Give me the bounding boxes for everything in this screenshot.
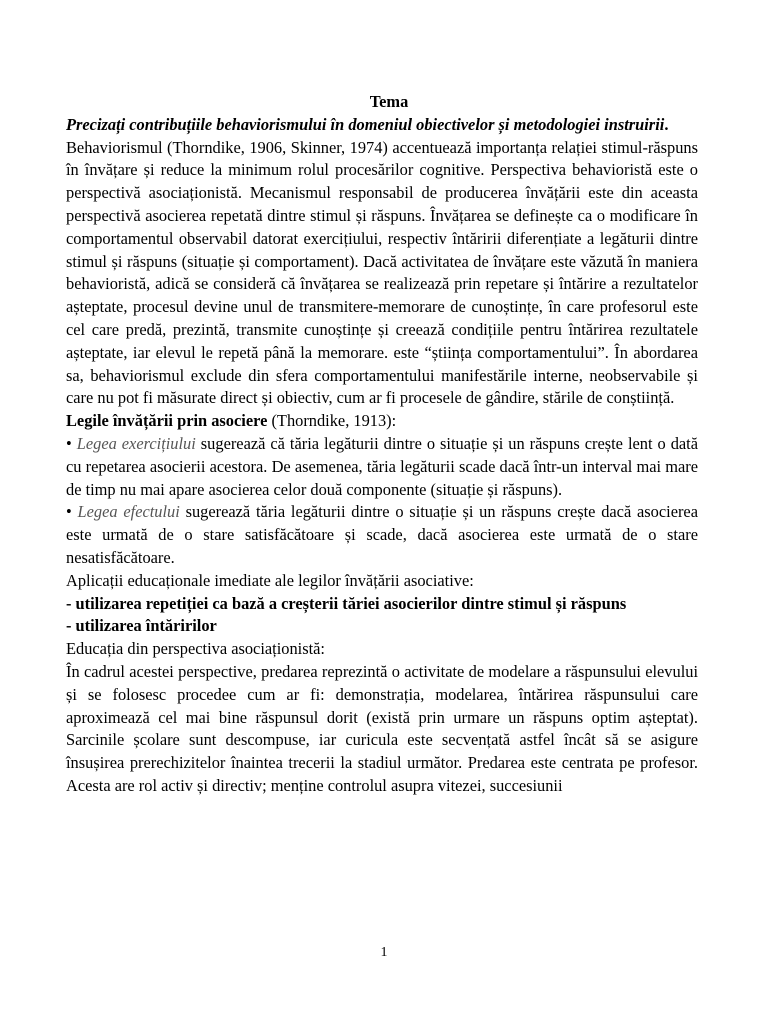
- page-number: 1: [380, 945, 388, 960]
- laws-heading: [66, 410, 698, 433]
- subtitle-period: .: [664, 114, 669, 134]
- education-paragraph: În cadrul acestei perspective, predarea reprezintă o activitate de modelare a răspunsului elevului și se folosesc procedee cum ar fi: demonstrația, modelarea, întărirea răspunsului care aproximează cel mai bine răspunsul dorit (există prin urmare un răspuns optim așteptat). Sarcinile școlare sunt descompuse, iar curicula este secvențată astfel încât să se asigure însușirea prerechizitelor înaintea trecerii la stadiul următor. Predarea este centrata pe profesor. Acesta are rol activ și directiv; menține controlul asupra vitezei, succesiunii: [66, 661, 698, 795]
- bullet-icon: •: [66, 433, 77, 453]
- law-description: sugerează că tăria legăturii dintre o situație și un răspuns crește lent o dată cu repetarea asocierii acestora. De asemenea, tăria legăturii scade dacă într-un interval mai mare de timp nu mai apare asocierea celor două componente (situație și răspuns).: [66, 433, 698, 499]
- laws-heading-text: Legile învățării prin asociere: [66, 411, 268, 431]
- document-body: [66, 91, 698, 798]
- subtitle-text: Precizați contribuțiile behaviorismului în domeniul obiectivelor și metodologiei instruirii: [66, 114, 665, 134]
- law-item: [66, 433, 698, 501]
- laws-heading-reference: (Thorndike, 1913):: [267, 411, 397, 431]
- application-item: - utilizarea repetiției ca bază a creșterii tăriei asocierilor dintre stimul și răspuns: [66, 593, 627, 613]
- document-title: Tema: [369, 92, 409, 111]
- applications-heading: Aplicații educaționale imediate ale legilor învățării asociative:: [66, 570, 474, 590]
- law-name: Legea exercițiului: [76, 433, 196, 453]
- law-item: [66, 501, 698, 569]
- bullet-icon: •: [66, 502, 78, 522]
- intro-paragraph: Behaviorismul (Thorndike, 1906, Skinner, 1974) accentuează importanța relației stimul-răspuns în învățare și reduce la minimum rolul procesărilor cognitive. Perspectiva behavioristă este o perspectivă asociaționistă. Mecanismul responsabil de producerea învățării este din aceasta perspectivă asocierea repetată dintre stimul și răspuns. Învățarea se definește ca o modificare în comportamentul observabil datorat exercițiului, respectiv întăririi diferențiate a legăturii dintre stimul și răspuns (situație și comportament). Dacă activitatea de învățare este văzută în maniera behavioristă, adică se consideră că învățarea se realizează prin repetare și întărire a rezultatelor așteptate, procesul devine unul de transmitere-memorare de cunoștințe, în care profesorul este cel care predă, prezintă, transmite cunoștințe și creează condițiile pentru întărirea rezultatele așteptate, iar elevul le repetă până la memorare. este “știința comportamentului”. În abordarea sa, behaviorismul exclude din sfera comportamentului manifestările interne, neobservabile și care nu pot fi măsurate direct și obiectiv, cum ar fi procesele de gândire, stările de conștiință.: [66, 137, 698, 408]
- application-item: - utilizarea întăririlor: [66, 616, 217, 636]
- law-description: sugerează tăria legăturii dintre o situație și un răspuns crește dacă asocierea este urmată de o stare satisfăcătoare și scade, dacă asocierea este urmată de o stare nesatisfăcătoare.: [66, 502, 698, 567]
- education-heading: Educația din perspectiva asociaționistă:: [66, 639, 325, 659]
- law-name: Legea efectului: [77, 502, 180, 522]
- document-subtitle: [66, 114, 698, 137]
